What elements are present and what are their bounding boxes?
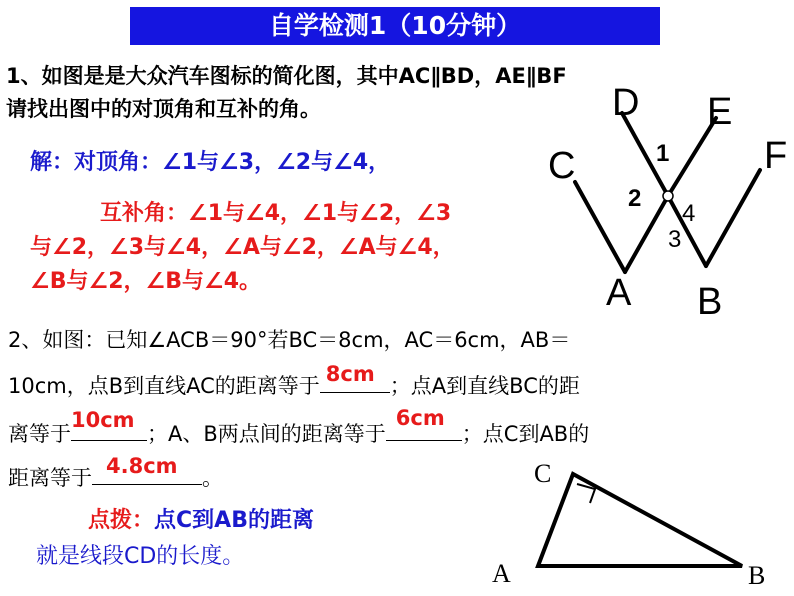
tri-label-a: A — [492, 559, 511, 588]
angle-1-label: 1 — [656, 140, 670, 167]
answer-b-to-ac: 8cm — [325, 362, 375, 386]
q2-line2-pre: 10cm，点B到直线AC的距离等于 — [8, 374, 320, 398]
label-a: A — [606, 272, 632, 314]
answer-blank-b-to-ac — [320, 362, 390, 393]
label-d: D — [612, 82, 640, 124]
tip-line-1-text: 点C到AB的距离 — [154, 508, 314, 533]
q2-line2-post: ；点A到直线BC的距 — [389, 374, 580, 398]
question-1-line-2: 请找出图中的对顶角和互补的角。 — [6, 97, 321, 121]
answer-blank-a-to-bc — [71, 408, 147, 441]
intersection-point — [663, 191, 673, 201]
answer-ab: 6cm — [395, 406, 445, 430]
line-ca — [575, 182, 625, 272]
label-e: E — [707, 91, 733, 133]
solution-label: 解： — [30, 150, 75, 175]
triangle-acb — [538, 474, 742, 566]
right-angle-marker — [577, 484, 595, 503]
supplementary-line-3: ∠B与∠2，∠B与∠4。 — [30, 269, 262, 294]
supplementary-line-2: 与∠2，∠3与∠4，∠A与∠2，∠A与∠4， — [30, 235, 455, 260]
question-2-line-1: 2、如图：已知∠ACB＝90°若BC＝8cm，AC＝6cm，AB＝ — [8, 328, 571, 352]
line-bf — [706, 170, 760, 266]
section-banner: 自学检测1（10分钟） — [130, 7, 660, 45]
tip-line-1 — [88, 503, 314, 534]
answer-blank-ab — [386, 406, 462, 441]
tip-line-2: 就是线段CD的长度。 — [36, 544, 245, 569]
answer-blank-c-to-ab — [92, 454, 202, 485]
q2-line4-post: 。 — [202, 466, 223, 490]
q2-line3-pre: 离等于 — [8, 422, 71, 446]
label-c: C — [548, 145, 576, 187]
tri-label-c: C — [534, 459, 552, 488]
vertical-angles-text: 对顶角：∠1与∠3，∠2与∠4， — [74, 150, 391, 175]
question-2-line-2 — [8, 362, 580, 400]
question-2-line-4 — [8, 454, 223, 492]
question-1-line-1: 1、如图是是大众汽车图标的简化图，其中AC∥BD，AE∥BF — [6, 64, 567, 88]
supplementary-line-1: 互补角：∠1与∠4，∠1与∠2，∠3 — [100, 201, 452, 226]
q2-line4-pre: 距离等于 — [8, 466, 92, 490]
angle-2-label: 2 — [628, 185, 642, 212]
angle-4-label: 4 — [682, 200, 696, 227]
q2-line3-post: ；点C到AB的 — [461, 422, 590, 446]
angle-3-label: 3 — [668, 226, 682, 253]
tri-label-b: B — [748, 561, 766, 590]
label-f: F — [764, 135, 788, 177]
question-2-line-3 — [8, 406, 590, 448]
answer-c-to-ab: 4.8cm — [106, 454, 178, 478]
label-b: B — [697, 281, 723, 323]
q2-line3-mid: ；A、B两点间的距离等于 — [147, 422, 386, 446]
answer-a-to-bc: 10cm — [71, 408, 135, 432]
tip-label: 点拨： — [88, 508, 155, 533]
